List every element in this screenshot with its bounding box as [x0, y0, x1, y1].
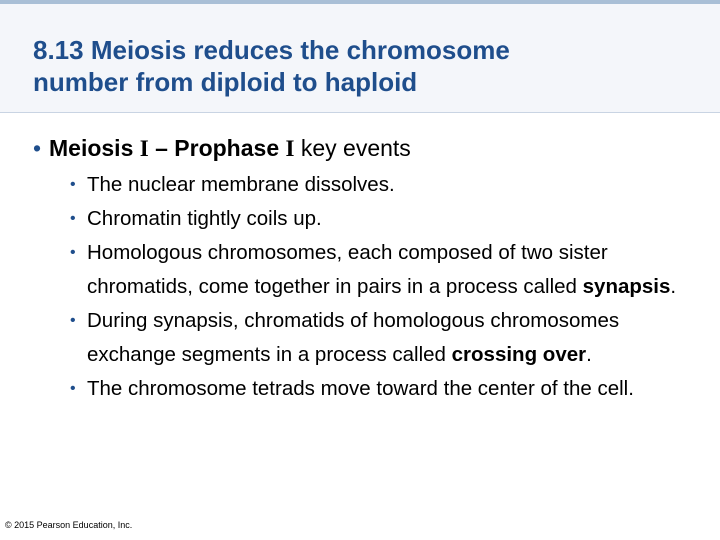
sub-bullet-item	[70, 304, 710, 372]
sub-bullet-text: The nuclear membrane dissolves.	[87, 173, 395, 196]
sub-bullet-text: The chromosome tetrads move toward the center of the cell.	[87, 377, 634, 400]
copyright-notice: © 2015 Pearson Education, Inc.	[5, 520, 133, 530]
main-bullet-text-1: Meiosis	[49, 135, 140, 161]
slide-title-line-1: 8.13 Meiosis reduces the chromosome	[33, 35, 510, 65]
main-bullet	[33, 132, 411, 165]
slide-title	[33, 34, 693, 98]
sub-bullet-punct: .	[586, 343, 592, 366]
bullet-icon: •	[33, 135, 42, 161]
sub-bullet-punct: .	[670, 275, 677, 298]
title-area	[0, 4, 720, 113]
main-bullet-text-2: – Prophase	[148, 135, 286, 161]
sub-bullet-item	[70, 202, 710, 236]
roman-numeral-2: I	[285, 136, 295, 161]
main-bullet-text-3: key events	[294, 135, 411, 161]
term-synapsis: synapsis	[582, 275, 671, 298]
sub-bullet-text: Chromatin tightly coils up.	[87, 207, 322, 230]
sub-bullet-text: During synapsis, chromatids of homologous chromosomes exchange segments in a process called	[87, 309, 620, 366]
sub-bullet-item	[70, 236, 710, 304]
sub-bullet-item	[70, 372, 710, 406]
term-crossing-over: crossing over	[451, 343, 587, 366]
sub-bullet-text: Homologous chromosomes, each composed of two sister chromatids, come together in pairs in a process called	[87, 241, 608, 298]
sub-bullet-list	[70, 168, 710, 406]
sub-bullet-item	[70, 168, 710, 202]
roman-numeral-1: I	[139, 136, 149, 161]
slide-title-line-2: number from diploid to haploid	[33, 67, 418, 97]
